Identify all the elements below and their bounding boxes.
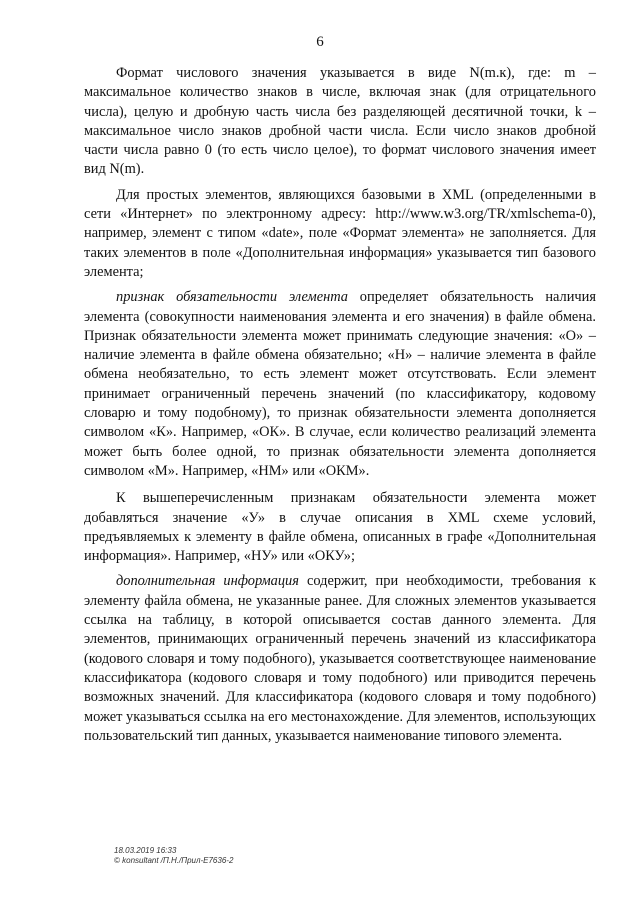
paragraph-number-format: Формат числового значения указывается в виде N(m.к), где: m – максимальное количество знаков в числе, включая знак (для отрицательного числа), целую и дробную часть числа без разделяющей десятичной точки, k – максимальное число знаков дробной части числа. Если число знаков дробной части числа равно 0 (то есть число целое), то формат числового значения имеет вид N(m). <box>84 65 596 178</box>
paragraph-condition-flag: К вышеперечисленным признакам обязательности элемента может добавляться значение «У» в случае описания в XML схеме условий, предъявляемых к элементу в файле обмена, описанных в графе «Дополнительная информация». Например, «НУ» или «ОКУ»; <box>84 490 596 565</box>
paragraph-mandatory-flag-text: определяет обязательность наличия элемента (совокупности наименования элемента и его значения) в файле обмена. Признак обязательности элемента может принимать следующие значения: «О» – наличие элемента в файле обмена обязательно; «Н» – наличие элемента в файле обмена необязательно, то есть элемент может отсутствовать. Если элемент принимает ограниченный перечень значений (по классификатору, кодовому словарю и тому подобному), то признак обязательности элемента дополняется символом «К». Например, «ОК». В случае, если количество реализаций элемента может быть более одной, то признак обязательности элемента дополняется символом «М». Например, «НМ» или «ОКМ». <box>84 289 596 479</box>
footer-timestamp: 18.03.2019 16:33 <box>114 846 177 855</box>
paragraph-mandatory-flag <box>84 288 596 481</box>
term-mandatory-flag: признак обязательности элемента <box>116 289 348 306</box>
term-additional-info: дополнительная информация <box>116 573 299 590</box>
page-number: 6 <box>316 34 324 50</box>
paragraph-additional-info-text: содержит, при необходимости, требования к элементу файла обмена, не указанные ранее. Для сложных элементов указывается ссылка на таблицу, в которой описывается состав данного элемента. Для элементов, принимающих ограниченный перечень значений из классификатора (кодового словаря и тому подобного), указывается соответствующее наименование классификатора (кодового словаря и тому подобного) или приводится перечень возможных значений. Для классификатора (кодового словаря и тому подобного) может указываться ссылка на его местонахождение. Для элементов, использующих пользовательский тип данных, указывается наименование типового элемента. <box>84 573 596 744</box>
footer-file-ref: © konsultant /П.Н./Прил-Е7636-2 <box>114 856 234 865</box>
document-body <box>84 64 596 752</box>
document-footer <box>114 846 233 866</box>
paragraph-simple-elements: Для простых элементов, являющихся базовыми в XML (определенными в сети «Интернет» по электронному адресу: http://www.w3.org/TR/xmlschema-0), например, элемент с типом «date», поле «Формат элемента» не заполняется. Для таких элементов в поле «Дополнительная информация» указывается тип базового элемента; <box>84 186 596 280</box>
paragraph-additional-info <box>84 572 596 746</box>
